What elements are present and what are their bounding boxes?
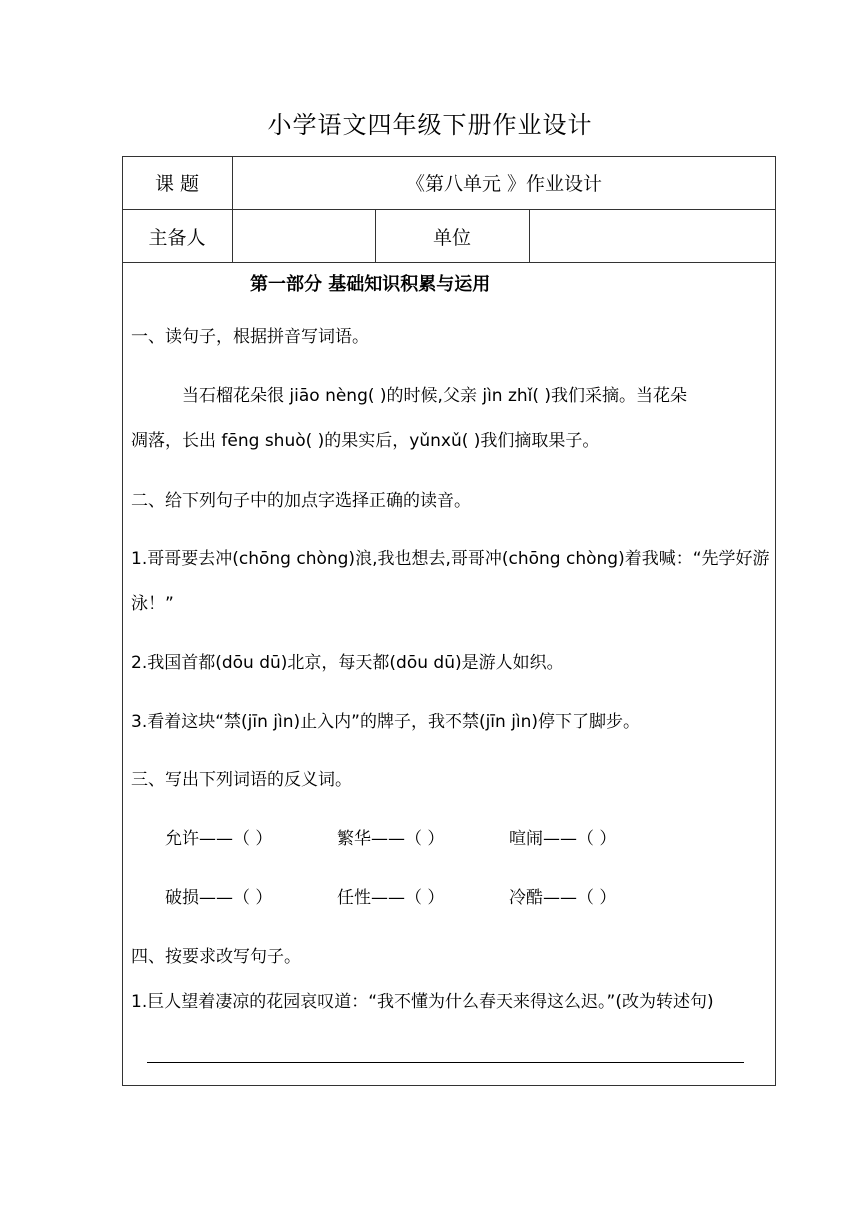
section4-q1: 1.巨人望着凄凉的花园哀叹道：“我不懂为什么春天来得这么迟。”(改为转述句) [131, 992, 714, 1012]
section3-heading: 三、写出下列词语的反义词。 [131, 770, 352, 790]
topic-value: 《第八单元 》作业设计 [405, 173, 603, 195]
section2-q3: 3.看着这块“禁(jīn jìn)止入内”的牌子，我不禁(jīn jìn)停下了脚步。 [131, 712, 641, 732]
part-title: 第一部分 基础知识积累与运用 [250, 274, 491, 295]
section2-q2: 2.我国首都(dōu dū)北京，每天都(dōu dū)是游人如织。 [131, 653, 564, 673]
section2-q1-line2: 泳！” [131, 594, 174, 614]
section1-line1: 当石榴花朵很 jiāo nèng( )的时候,父亲 jìn zhǐ( )我们采摘。当花朵 [182, 386, 688, 406]
antonym-item: 冷酷——（ ） [509, 888, 617, 908]
topic-label: 课 题 [154, 173, 200, 195]
antonym-item: 破损——（ ） [165, 888, 273, 908]
antonym-item: 允许——（ ） [165, 829, 273, 849]
document-title: 小学语文四年级下册作业设计 [267, 111, 593, 139]
section2-heading: 二、给下列句子中的加点字选择正确的读音。 [131, 491, 471, 511]
antonym-item: 喧闹——（ ） [509, 829, 617, 849]
unit-value-field[interactable] [529, 209, 776, 263]
section1-line2: 凋落，长出 fēng shuò( )的果实后，yǔnxǔ( )我们摘取果子。 [131, 431, 600, 451]
unit-label: 单位 [432, 226, 471, 249]
antonym-item: 繁华——（ ） [337, 829, 445, 849]
preparer-label: 主备人 [148, 226, 206, 249]
section2-q1-line1: 1.哥哥要去冲(chōng chòng)浪,我也想去,哥哥冲(chōng chòng)着我喊：“先学好游 [131, 549, 770, 569]
preparer-value-field[interactable] [232, 209, 375, 263]
antonym-item: 任性——（ ） [337, 888, 445, 908]
section1-heading: 一、读句子，根据拼音写词语。 [131, 327, 369, 347]
section4-heading: 四、按要求改写句子。 [131, 947, 301, 967]
answer-line[interactable] [147, 1062, 744, 1063]
